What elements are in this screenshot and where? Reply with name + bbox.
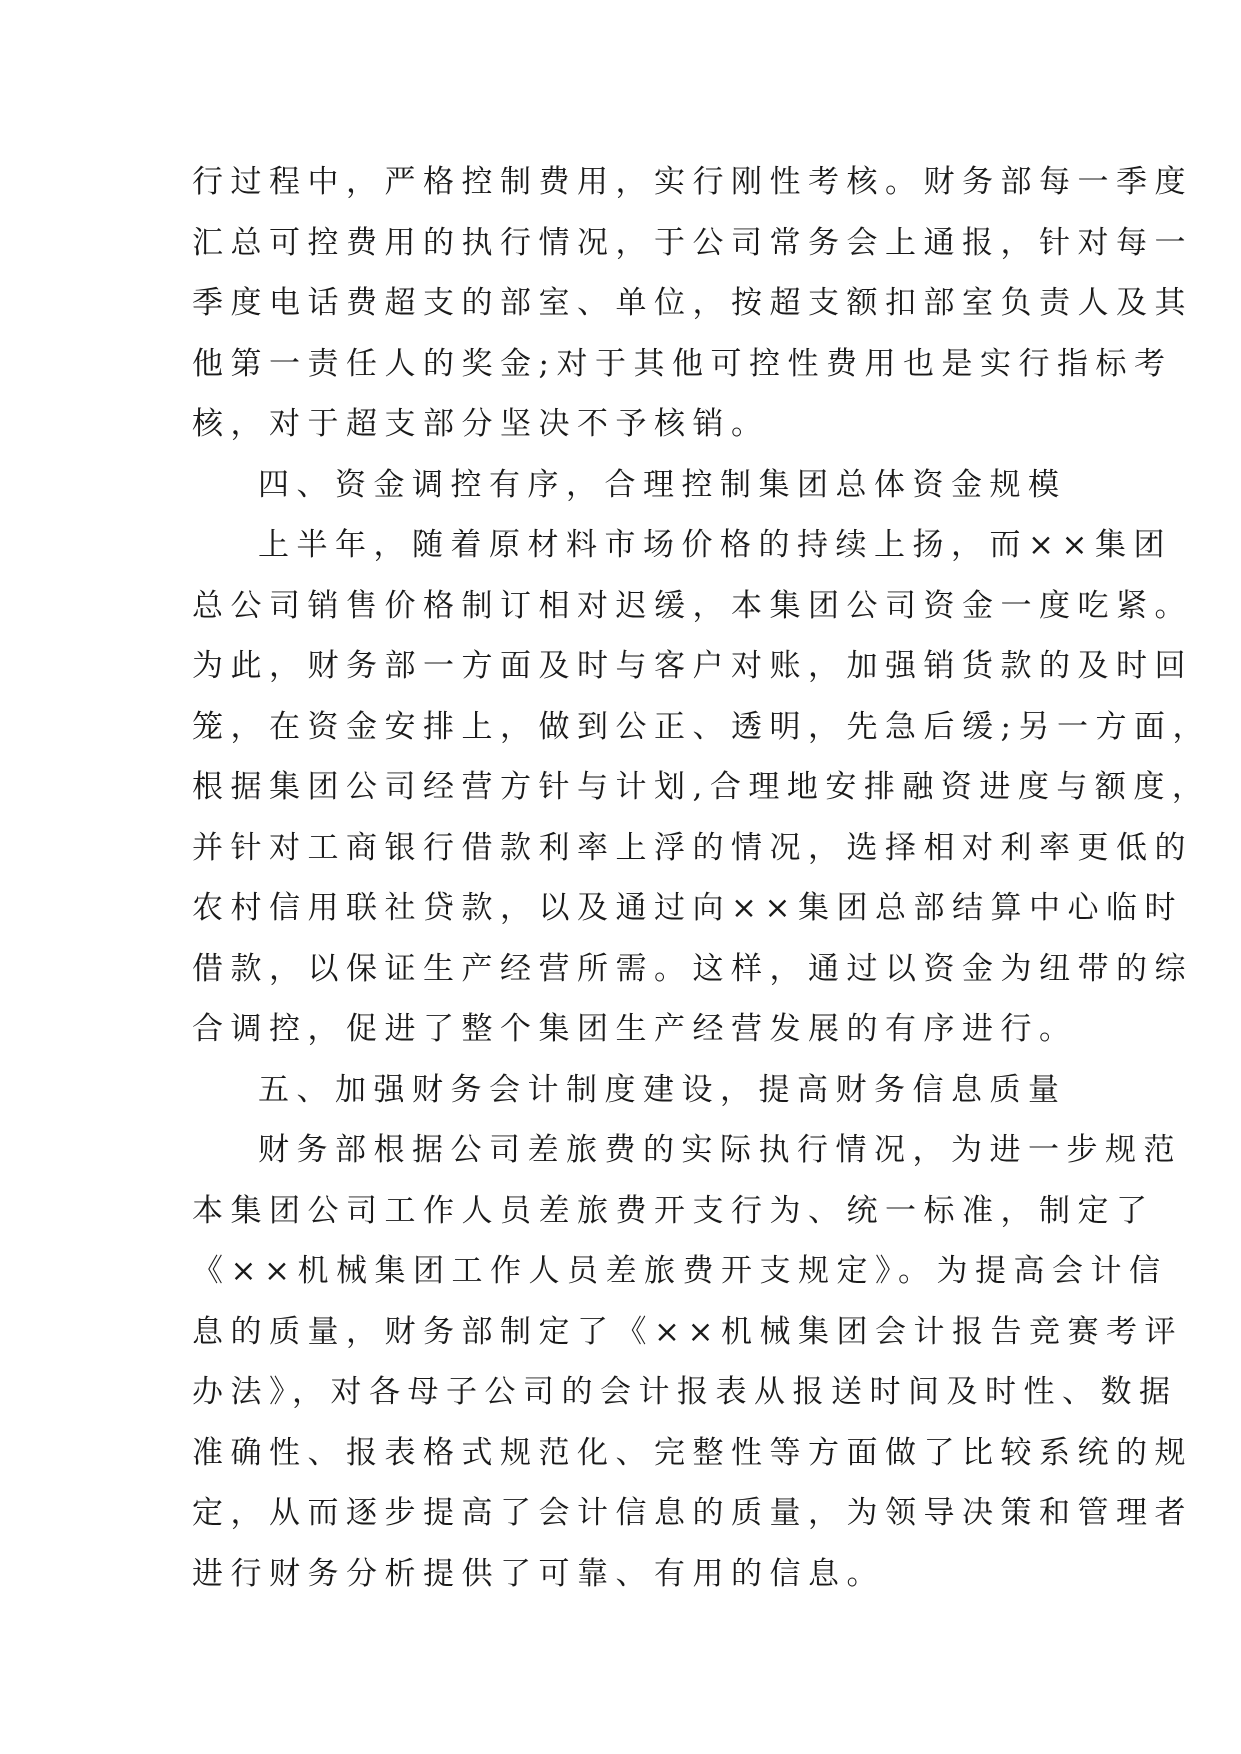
text-line: 《××机械集团工作人员差旅费开支规定》。为提高会计信 xyxy=(192,1253,1168,1289)
text-line: 借款，以保证生产经营所需。这样，通过以资金为纽带的综 xyxy=(192,950,1193,987)
text-line: 汇总可控费用的执行情况，于公司常务会上通报，针对每一 xyxy=(192,224,1193,261)
text-line: 核，对于超支部分坚决不予核销。 xyxy=(192,406,770,442)
text-line: 他第一责任人的奖金;对于其他可控性费用也是实行指标考 xyxy=(192,345,1173,382)
text-line: 并针对工商银行借款利率上浮的情况，选择相对利率更低的 xyxy=(192,829,1193,866)
text-line: 为此，财务部一方面及时与客户对账，加强销货款的及时回 xyxy=(192,648,1193,684)
text-line: 息的质量，财务部制定了《××机械集团会计报告竞赛考评 xyxy=(192,1313,1183,1350)
text-line: 季度电话费超支的部室、单位，按超支额扣部室负责人及其 xyxy=(192,285,1193,321)
document-body xyxy=(192,152,1211,1604)
text-line: 本集团公司工作人员差旅费开支行为、统一标准，制定了 xyxy=(192,1192,1155,1229)
text-line: 定，从而逐步提高了会计信息的质量，为领导决策和管理者 xyxy=(192,1495,1193,1531)
text-line: 财务部根据公司差旅费的实际执行情况，为进一步规范 xyxy=(258,1132,1182,1168)
text-line: 上半年，随着原材料市场价格的持续上扬，而××集团 xyxy=(258,527,1172,563)
text-line: 进行财务分析提供了可靠、有用的信息。 xyxy=(192,1555,885,1592)
text-line: 总公司销售价格制订相对迟缓，本集团公司资金一度吃紧。 xyxy=(192,587,1193,624)
text-line: 根据集团公司经营方针与计划,合理地安排融资进度与额度， xyxy=(192,769,1211,805)
text-line: 行过程中，严格控制费用，实行刚性考核。财务部每一季度 xyxy=(192,164,1193,200)
text-line: 农村信用联社贷款，以及通过向××集团总部结算中心临时 xyxy=(192,890,1183,926)
text-line: 笼，在资金安排上，做到公正、透明，先急后缓;另一方面， xyxy=(192,708,1211,745)
text-line: 合调控，促进了整个集团生产经营发展的有序进行。 xyxy=(192,1011,1078,1047)
text-line: 四、资金调控有序，合理控制集团总体资金规模 xyxy=(258,466,1067,503)
text-line: 五、加强财务会计制度建设，提高财务信息质量 xyxy=(258,1071,1067,1108)
text-line: 办法》，对各母子公司的会计报表从报送时间及时性、数据 xyxy=(192,1374,1178,1410)
text-line: 准确性、报表格式规范化、完整性等方面做了比较系统的规 xyxy=(192,1434,1193,1471)
